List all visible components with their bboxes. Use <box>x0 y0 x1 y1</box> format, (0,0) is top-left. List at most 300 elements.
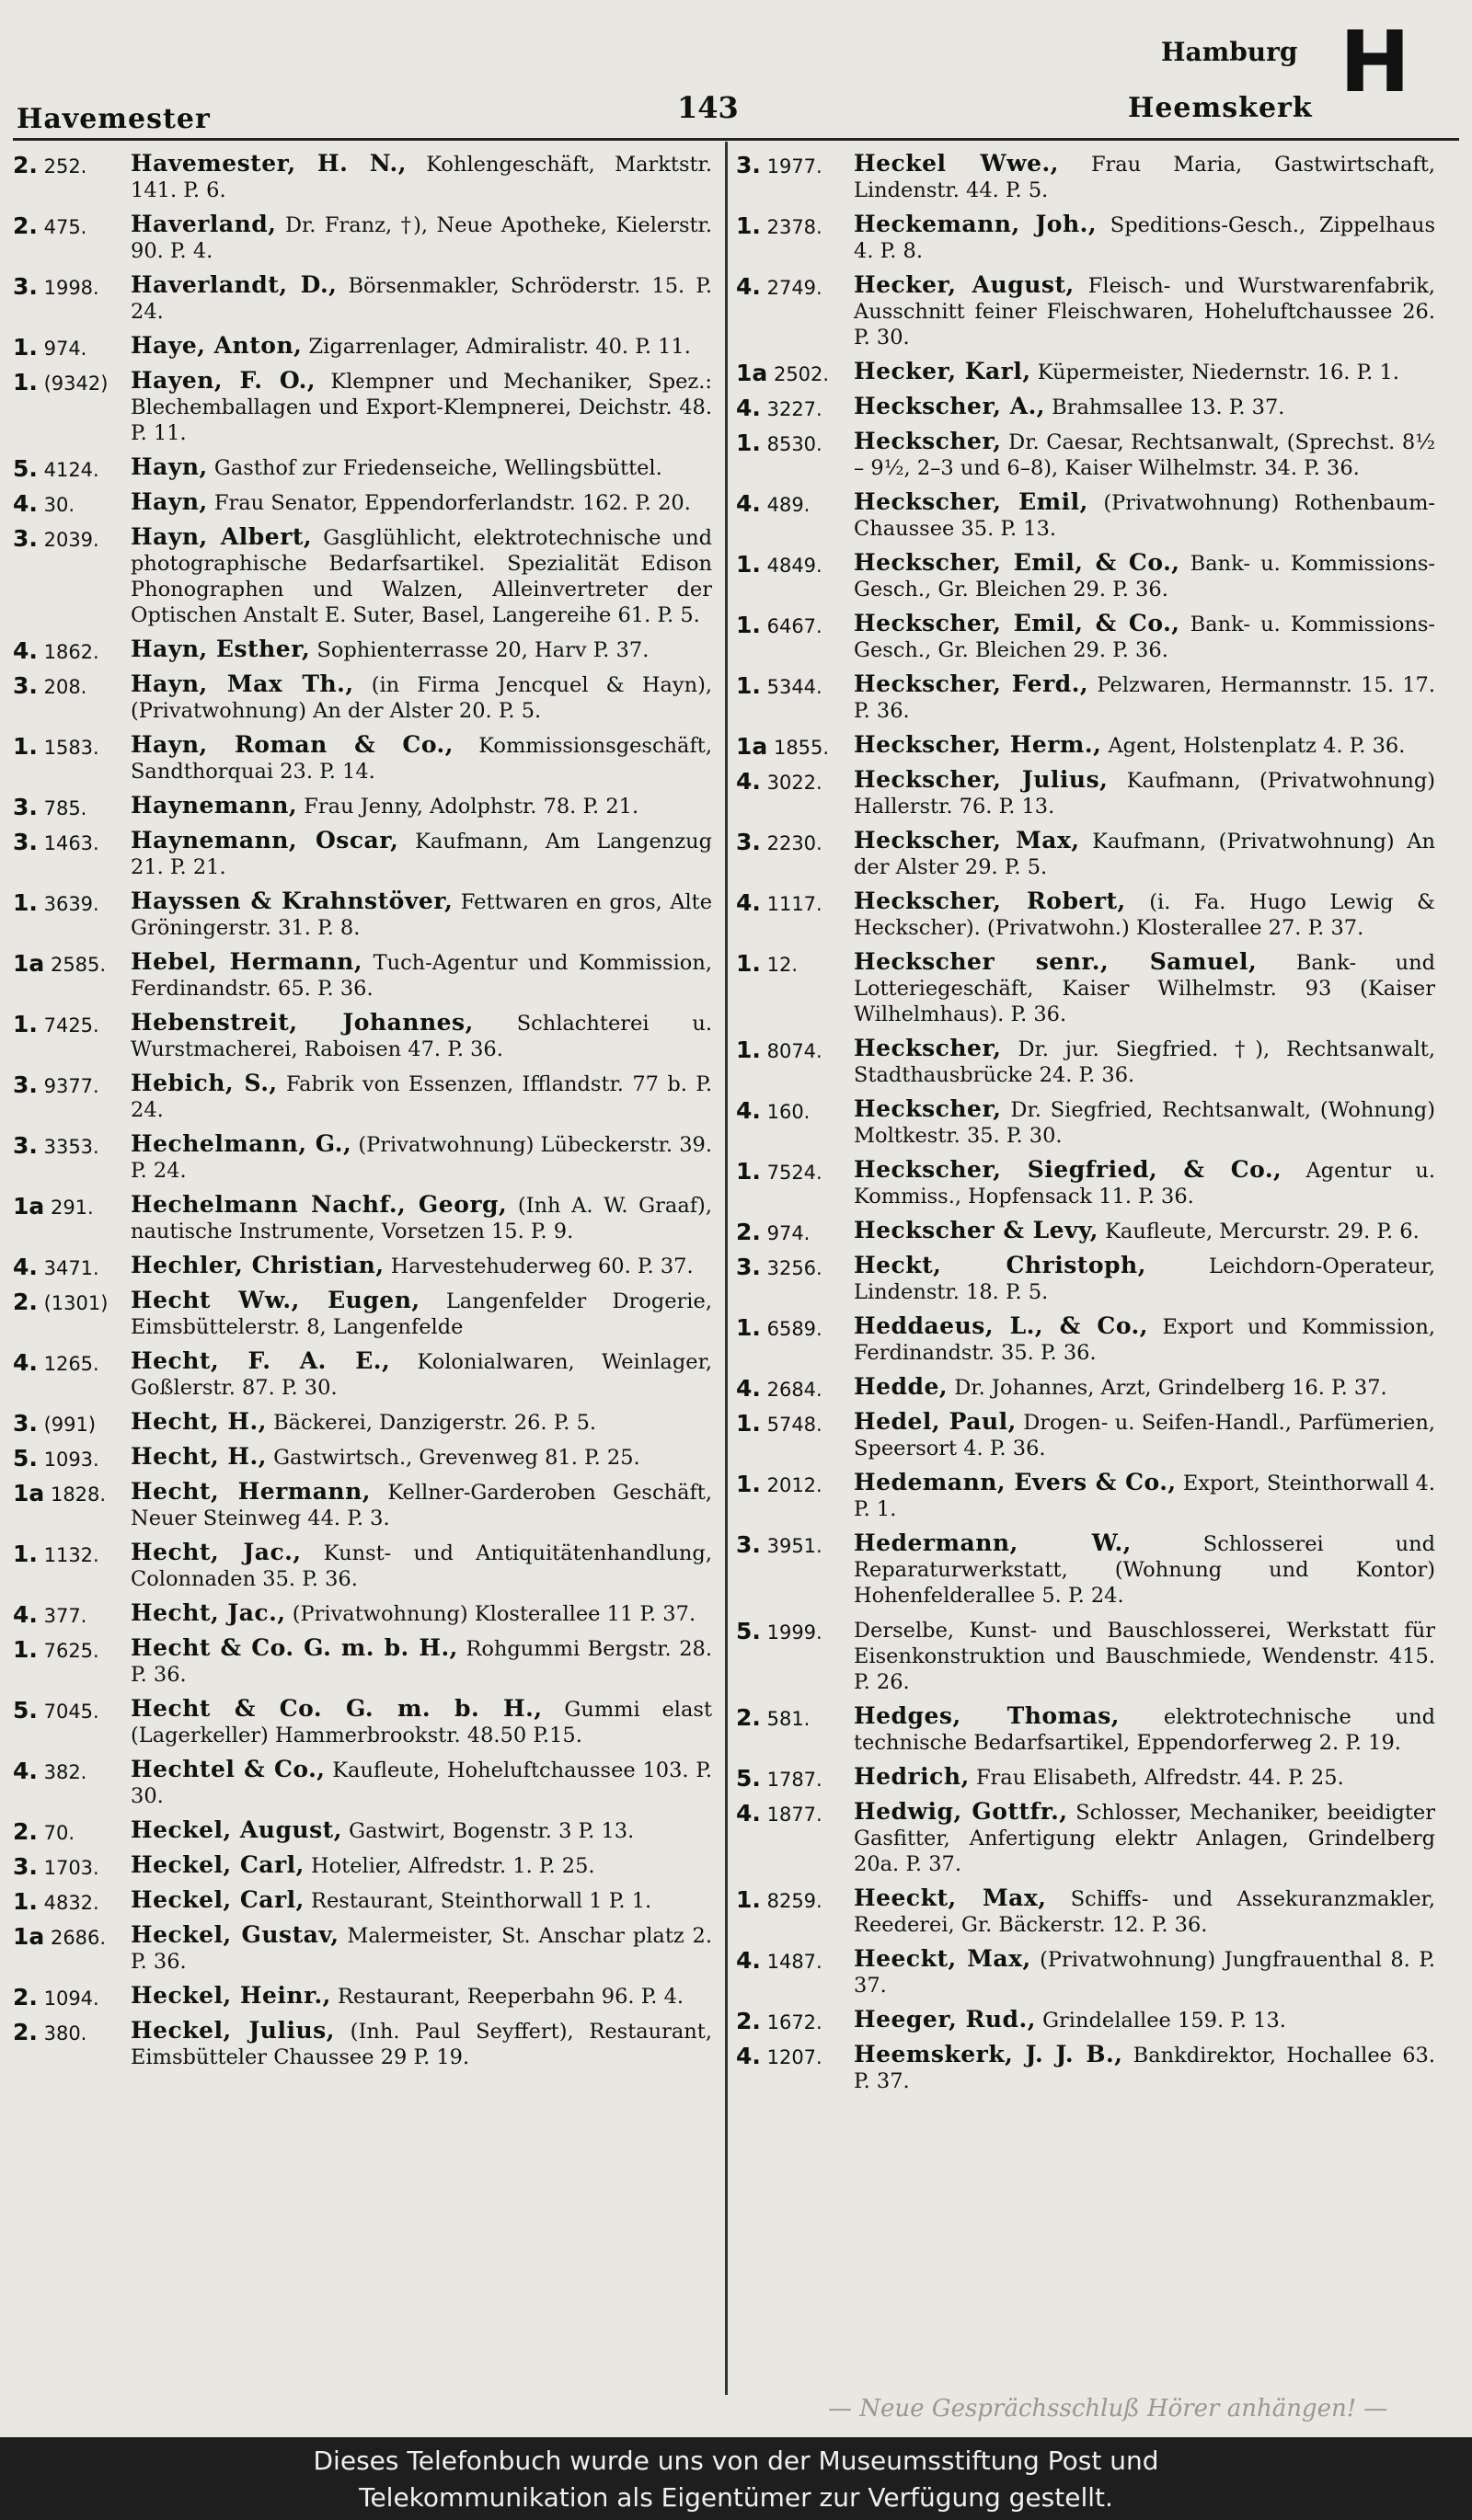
subscriber-name: Hayn, Albert, <box>131 523 313 550</box>
subscriber-details: (i. Fa. Hugo Lewig & Heckscher). (Privatwohn.) Klosterallee 27. P. 37. <box>854 890 1435 940</box>
directory-entry <box>736 1799 1435 1877</box>
exchange-prefix: 1. <box>736 1037 761 1063</box>
entry-text <box>854 550 1435 602</box>
exchange-prefix: 1. <box>13 889 38 916</box>
line-number: 3951. <box>766 1535 822 1557</box>
entry-text <box>854 1885 1435 1938</box>
exchange-prefix: 4. <box>13 1254 38 1280</box>
subscriber-name: Hecht, Jac., <box>131 1539 302 1565</box>
subscriber-details: Kohlengeschäft, Marktstr. 141. P. 6. <box>131 153 712 202</box>
phone-number <box>13 1446 127 1472</box>
directory-entry <box>736 359 1435 385</box>
entry-text <box>854 1946 1435 1999</box>
directory-entry <box>13 636 712 663</box>
subscriber-name: Heckemann, Joh., <box>854 211 1098 237</box>
entry-text <box>854 1703 1435 1756</box>
subscriber-name: Haverland, <box>131 211 277 237</box>
line-number: 6589. <box>766 1318 822 1340</box>
phone-number <box>13 526 127 553</box>
phone-number <box>736 1159 850 1186</box>
directory-entry <box>736 1313 1435 1366</box>
directory-entry <box>736 828 1435 880</box>
directory-entry <box>13 1922 712 1975</box>
subscriber-details: Gasthof zur Friedenseiche, Wellingsbüttel. <box>213 456 662 480</box>
line-number: 2012. <box>766 1474 822 1496</box>
subscriber-details: Frau Maria, Gastwirtschaft, Lindenstr. 44. P. 5. <box>854 153 1435 202</box>
phone-number <box>13 734 127 761</box>
phone-number <box>13 1481 127 1507</box>
subscriber-name: Heckscher & Levy, <box>854 1217 1098 1243</box>
directory-entry <box>736 429 1435 481</box>
exchange-prefix: 5. <box>736 1618 761 1644</box>
subscriber-details: (Inh A. W. Graaf), nautische Instrumente, Vorsetzen 15. P. 9. <box>131 1194 712 1243</box>
entry-text <box>131 1600 712 1627</box>
subscriber-details: Malermeister, St. Anschar platz 2. P. 36. <box>131 1924 712 1974</box>
entry-text <box>854 1409 1435 1461</box>
line-number: 7425. <box>43 1014 99 1037</box>
directory-entry <box>736 1096 1435 1149</box>
exchange-prefix: 5. <box>13 1697 38 1724</box>
directory-entry <box>736 1470 1435 1522</box>
entry-text <box>854 888 1435 941</box>
exchange-prefix: 4. <box>13 1758 38 1784</box>
phone-number <box>13 1289 127 1316</box>
directory-entry <box>13 454 712 481</box>
line-number: 1132. <box>43 1544 99 1566</box>
entry-text <box>131 524 712 628</box>
exchange-prefix: 1. <box>13 1541 38 1567</box>
phone-number <box>736 613 850 639</box>
line-number: 974. <box>43 338 87 360</box>
line-number: 7625. <box>43 1640 99 1662</box>
exchange-prefix: 1. <box>13 369 38 395</box>
exchange-prefix: 4. <box>736 490 761 517</box>
line-number: 208. <box>43 676 87 698</box>
subscriber-details: Kellner-Garderoben Geschäft, Neuer Steinweg 44. P. 3. <box>131 1481 713 1530</box>
directory-entry <box>13 1071 712 1123</box>
directory-entry <box>13 1983 712 2010</box>
subscriber-name: Heckscher, Herm., <box>854 731 1102 758</box>
directory-entry <box>13 212 712 264</box>
subscriber-name: Heckel Wwe., <box>854 150 1059 177</box>
entry-text <box>131 793 712 819</box>
exchange-prefix: 2. <box>13 1289 38 1315</box>
line-number: 475. <box>43 216 87 238</box>
phone-number <box>736 1887 850 1914</box>
subscriber-details: Hotelier, Alfredstr. 1. P. 25. <box>311 1854 595 1878</box>
exchange-prefix: 5. <box>13 1445 38 1472</box>
directory-entry <box>736 394 1435 420</box>
subscriber-name: Hecht Ww., Eugen, <box>131 1287 420 1313</box>
subscriber-details: Rohgummi Bergstr. 28. P. 36. <box>131 1637 713 1687</box>
phone-number <box>13 213 127 240</box>
line-number: 1117. <box>766 893 822 915</box>
exchange-prefix: 3. <box>13 1132 38 1159</box>
subscriber-name: Heckscher, Emil, <box>854 488 1088 515</box>
line-number: 291. <box>50 1197 94 1219</box>
subscriber-name: Heckel, August, <box>131 1816 342 1843</box>
subscriber-name: Heckscher senr., Samuel, <box>854 948 1258 975</box>
entry-text <box>131 636 712 663</box>
subscriber-details: Frau Elisabeth, Alfredstr. 44. P. 25. <box>975 1766 1344 1790</box>
exchange-prefix: 3. <box>13 829 38 855</box>
exchange-prefix: 1. <box>736 612 761 638</box>
line-number: 3256. <box>766 1257 822 1279</box>
line-number: 1583. <box>43 737 99 759</box>
entry-text <box>131 2018 712 2070</box>
subscriber-name: Hedermann, W., <box>854 1529 1132 1556</box>
entry-text <box>854 394 1435 420</box>
subscriber-name: Hayn, Esther, <box>131 636 311 662</box>
exchange-prefix: 5. <box>736 1765 761 1792</box>
entry-text <box>854 2007 1435 2033</box>
subscriber-name: Haynemann, Oscar, <box>131 827 399 853</box>
subscriber-details: Klempner und Mechaniker, Spez.: Blechemballagen und Export-Klempnerei, Deichstr. 48. P. 11. <box>131 370 712 445</box>
subscriber-details: Kaufleute, Hoheluftchaussee 103. P. 30. <box>131 1758 712 1808</box>
subscriber-name: Heemskerk, J. J. B., <box>854 2041 1123 2068</box>
line-number: 4832. <box>43 1892 99 1914</box>
entry-text <box>131 949 712 1002</box>
subscriber-details: Brahmsallee 13. P. 37. <box>1052 395 1285 419</box>
subscriber-details: Harvestehuderweg 60. P. 37. <box>390 1254 694 1278</box>
line-number: 382. <box>43 1761 87 1783</box>
exchange-prefix: 3. <box>736 152 761 178</box>
phone-number <box>13 1602 127 1629</box>
directory-entry <box>13 732 712 785</box>
line-number: 1877. <box>766 1804 822 1826</box>
column-divider <box>725 142 728 2395</box>
directory-entry <box>736 949 1435 1027</box>
phone-number <box>736 2044 850 2070</box>
entry-text <box>131 1444 712 1471</box>
entry-text <box>131 489 712 516</box>
page-number: 143 <box>677 90 739 125</box>
phone-number <box>13 1072 127 1099</box>
line-number: 1265. <box>43 1353 99 1375</box>
directory-entry <box>736 1530 1435 1609</box>
subscriber-name: Hecht & Co. G. m. b. H., <box>131 1634 458 1661</box>
directory-entry <box>736 1885 1435 1938</box>
subscriber-name: Hayn, <box>131 453 208 480</box>
subscriber-name: Haye, Anton, <box>131 332 303 359</box>
phone-number <box>13 1854 127 1881</box>
entry-text <box>854 1530 1435 1609</box>
directory-entry <box>736 671 1435 724</box>
exchange-prefix: 4. <box>736 1947 761 1974</box>
line-number: 2378. <box>766 216 822 238</box>
exchange-prefix: 2. <box>736 2008 761 2034</box>
subscriber-details: Zigarrenlager, Admiralistr. 40. P. 11. <box>308 335 691 359</box>
entry-text <box>854 151 1435 203</box>
line-number: 1828. <box>50 1483 107 1506</box>
phone-number <box>13 1411 127 1438</box>
subscriber-name: Hedel, Paul, <box>854 1408 1017 1435</box>
entry-text <box>854 732 1435 759</box>
subscriber-details: Drogen- u. Seifen-Handl., Parfümerien, Speersort 4. P. 36. <box>854 1411 1435 1460</box>
exchange-prefix: 4. <box>736 889 761 916</box>
entry-text <box>131 1852 712 1879</box>
exchange-prefix: 1. <box>736 1314 761 1341</box>
subscriber-name: Hayn, <box>131 488 208 515</box>
exchange-prefix: 4. <box>13 637 38 664</box>
entry-text <box>131 1817 712 1844</box>
entry-text <box>854 1470 1435 1522</box>
phone-number <box>736 1766 850 1793</box>
directory-entry <box>13 1192 712 1244</box>
directory-entry <box>13 1010 712 1062</box>
subscriber-details: Tuch-Agentur und Kommission, Ferdinandstr. 65. P. 36. <box>131 951 712 1001</box>
exchange-prefix: 4. <box>736 768 761 795</box>
phone-number <box>736 1532 850 1559</box>
subscriber-name: Heckscher, <box>854 1095 1002 1122</box>
subscriber-name: Havemester, H. N., <box>131 150 407 177</box>
exchange-prefix: 1. <box>736 672 761 699</box>
entry-text <box>854 2042 1435 2094</box>
exchange-prefix: 3. <box>13 794 38 820</box>
subscriber-details: Bank- u. Kommissions-Gesch., Gr. Bleichen 29. P. 36. <box>854 552 1436 601</box>
phone-number <box>13 1924 127 1951</box>
exchange-prefix: 2. <box>13 212 38 239</box>
exchange-prefix: 2. <box>736 1704 761 1731</box>
directory-entry <box>13 671 712 724</box>
entry-text <box>131 1479 712 1531</box>
subscriber-name: Hecht & Co. G. m. b. H., <box>131 1695 543 1722</box>
directory-entry <box>13 888 712 941</box>
phone-number <box>13 1541 127 1568</box>
subscriber-details: Dr. Caesar, Rechtsanwalt, (Sprechst. 8½ – 9½, 2–3 und 6–8), Kaiser Wilhelmstr. 34. P. 36. <box>854 430 1436 480</box>
subscriber-details: Bankdirektor, Hochallee 63. P. 37. <box>854 2044 1436 2093</box>
subscriber-name: Hayen, F. O., <box>131 367 316 394</box>
directory-entry <box>13 1540 712 1592</box>
exchange-prefix: 4. <box>736 1800 761 1827</box>
subscriber-name: Heckel, Carl, <box>131 1851 305 1878</box>
subscriber-details: Gasglühlicht, elektrotechnische und photographische Bedarfsartikel. Spezialität Edison Phonographen und Walzen, Alleinvertreter der Optischen Anstalt E. Suter, Basel, Langereihe 61. P. 5. <box>131 526 713 627</box>
subscriber-details: (Privatwohnung) Jungfrauenthal 8. P. 37. <box>854 1948 1435 1998</box>
subscriber-details: Sophienterrasse 20, Harv P. 37. <box>316 638 650 662</box>
entry-text <box>854 1253 1435 1305</box>
subscriber-name: Hayn, Max Th., <box>131 670 354 697</box>
header-rule <box>13 138 1459 141</box>
exchange-prefix: 2. <box>13 152 38 178</box>
subscriber-name: Hechelmann Nachf., Georg, <box>131 1191 508 1218</box>
entry-text <box>131 212 712 264</box>
exchange-prefix: 4. <box>736 1097 761 1124</box>
phone-number <box>13 153 127 179</box>
subscriber-name: Heckscher, <box>854 1035 1002 1061</box>
exchange-prefix: 3. <box>736 1531 761 1558</box>
entry-text <box>854 489 1435 542</box>
exchange-prefix: 1. <box>13 1636 38 1663</box>
phone-number <box>736 2009 850 2035</box>
phone-number <box>13 1012 127 1038</box>
subscriber-details: Frau Jenny, Adolphstr. 78. P. 21. <box>304 795 639 819</box>
phone-number <box>13 638 127 665</box>
directory-entry <box>13 524 712 628</box>
entry-text <box>131 1409 712 1436</box>
directory-entry <box>13 949 712 1002</box>
entry-text <box>854 359 1435 385</box>
exchange-prefix: 1. <box>13 334 38 361</box>
entry-text <box>131 671 712 724</box>
exchange-prefix: 1. <box>736 1158 761 1185</box>
phone-number <box>736 1037 850 1064</box>
subscriber-name: Hecker, Karl, <box>854 358 1031 384</box>
phone-number <box>13 830 127 856</box>
phone-number <box>13 890 127 917</box>
entry-text <box>854 212 1435 264</box>
entry-text <box>131 1922 712 1975</box>
phone-number <box>736 153 850 179</box>
exchange-prefix: 1a <box>13 1193 45 1220</box>
entry-text <box>854 1764 1435 1791</box>
line-number: 1998. <box>43 277 99 299</box>
directory-entry <box>13 1696 712 1748</box>
exchange-prefix: 2. <box>13 1818 38 1845</box>
directory-entry <box>736 1946 1435 1999</box>
entry-text <box>854 1157 1435 1209</box>
exchange-prefix: 3. <box>736 1254 761 1280</box>
line-number: 2230. <box>766 832 822 854</box>
entry-text <box>854 1374 1435 1401</box>
line-number: 4124. <box>43 459 99 481</box>
subscriber-name: Haverlandt, D., <box>131 271 338 298</box>
line-number: 1787. <box>766 1769 822 1791</box>
line-number: 9377. <box>43 1075 99 1097</box>
directory-entry <box>736 151 1435 203</box>
phone-number <box>736 951 850 978</box>
entry-text <box>854 1617 1435 1695</box>
directory-entry <box>736 1409 1435 1461</box>
line-number: 377. <box>43 1605 87 1627</box>
line-number: 12. <box>766 954 798 976</box>
subscriber-details: Bank- und Lotteriegeschäft, Kaiser Wilhelmstr. 93 (Kaiser Wilhelmhaus). P. 36. <box>854 951 1435 1026</box>
subscriber-name: Heckscher, A., <box>854 393 1046 419</box>
subscriber-details: (Privatwohnung) Lübeckerstr. 39. P. 24. <box>131 1133 712 1183</box>
line-number: 30. <box>43 494 75 516</box>
entry-text <box>131 272 712 325</box>
exchange-prefix: 3. <box>13 672 38 699</box>
line-number: 8530. <box>766 433 822 455</box>
line-number: 1487. <box>766 1951 822 1973</box>
directory-entry <box>736 1157 1435 1209</box>
subscriber-details: (Inh. Paul Seyffert), Restaurant, Eimsbütteler Chaussee 29 P. 19. <box>131 2020 712 2069</box>
line-number: 8259. <box>766 1890 822 1912</box>
entry-text <box>131 1071 712 1123</box>
directory-entry <box>13 793 712 819</box>
entry-text <box>854 1313 1435 1366</box>
phone-number <box>13 456 127 483</box>
entry-text <box>131 368 712 446</box>
line-number: 160. <box>766 1101 811 1123</box>
subscriber-name: Hedwig, Gottfr., <box>854 1798 1068 1825</box>
subscriber-name: Heckscher, Julius, <box>854 766 1109 793</box>
phone-number <box>736 395 850 422</box>
entry-text <box>131 151 712 203</box>
subscriber-name: Heckel, Gustav, <box>131 1921 339 1948</box>
subscriber-details: Gastwirt, Bogenstr. 3 P. 13. <box>349 1819 635 1843</box>
subscriber-details: Gummi elast (Lagerkeller) Hammerbrookstr. 48.50 P.15. <box>131 1698 713 1747</box>
directory-entry <box>13 1852 712 1879</box>
line-number: (1301) <box>43 1292 109 1314</box>
bleed-through-text: — Neue Gesprächsschluß Hörer anhängen! — <box>828 2395 1388 2423</box>
subscriber-name: Heckel, Heinr., <box>131 1982 331 2009</box>
entry-text <box>131 1288 712 1340</box>
directory-entry <box>736 732 1435 759</box>
subscriber-name: Hebel, Hermann, <box>131 948 363 975</box>
subscriber-name: Heckscher, Ferd., <box>854 670 1089 697</box>
subscriber-details: Pelzwaren, Hermannstr. 15. 17. P. 36. <box>854 673 1435 723</box>
subscriber-details: Schiffs- und Assekuranzmakler, Reederei, Gr. Bäckerstr. 12. P. 36. <box>854 1887 1435 1937</box>
subscriber-name: Heckscher, Emil, & Co., <box>854 610 1180 636</box>
entry-text <box>854 1218 1435 1244</box>
subscriber-name: Hechtel & Co., <box>131 1756 326 1782</box>
subscriber-details: Küpermeister, Niedernstr. 16. P. 1. <box>1037 361 1399 384</box>
directory-entry <box>13 489 712 516</box>
phone-number <box>736 1411 850 1438</box>
subscriber-name: Haynemann, <box>131 792 298 819</box>
phone-number <box>13 491 127 518</box>
entry-text <box>854 949 1435 1027</box>
entry-text <box>854 671 1435 724</box>
subscriber-details: Dr. Johannes, Arzt, Grindelberg 16. P. 37. <box>954 1376 1387 1400</box>
directory-entry <box>736 1253 1435 1305</box>
subscriber-details: Kaufmann, (Privatwohnung) An der Alster 29. P. 5. <box>854 830 1435 879</box>
subscriber-name: Hebenstreit, Johannes, <box>131 1009 474 1036</box>
subscriber-details: Kaufmann, Am Langenzug 21. P. 21. <box>131 830 713 879</box>
subscriber-details: Kaufmann, (Privatwohnung) Hallerstr. 76. P. 13. <box>854 769 1435 819</box>
phone-number <box>736 491 850 518</box>
exchange-prefix: 4. <box>13 1349 38 1376</box>
entry-text <box>131 1253 712 1279</box>
exchange-prefix: 3. <box>13 273 38 300</box>
entry-text <box>131 1983 712 2010</box>
phone-number <box>736 1315 850 1342</box>
directory-entry <box>736 767 1435 819</box>
header-last-entry: Heemskerk <box>1128 92 1313 124</box>
exchange-prefix: 3. <box>13 1071 38 1098</box>
footer-line-2: Telekommunikation als Eigentümer zur Verfügung gestellt. <box>359 2482 1113 2513</box>
entry-text <box>854 767 1435 819</box>
directory-entry <box>736 489 1435 542</box>
directory-entry <box>736 611 1435 663</box>
entry-text <box>131 1757 712 1809</box>
exchange-prefix: 1. <box>736 950 761 977</box>
entry-text <box>131 1696 712 1748</box>
phone-number <box>13 1758 127 1785</box>
line-number: 252. <box>43 155 87 178</box>
directory-entry <box>13 1409 712 1436</box>
phone-number <box>736 213 850 240</box>
directory-entry <box>736 1617 1435 1695</box>
entry-text <box>854 1799 1435 1877</box>
section-letter: H <box>1340 13 1410 111</box>
subscriber-details: Agent, Holstenplatz 4. P. 36. <box>1108 734 1406 758</box>
entry-text <box>854 611 1435 663</box>
exchange-prefix: 1. <box>13 733 38 760</box>
subscriber-details: Restaurant, Steinthorwall 1 P. 1. <box>311 1889 652 1913</box>
subscriber-name: Heckt, Christoph, <box>854 1252 1146 1278</box>
directory-entry <box>13 1444 712 1471</box>
line-number: 1463. <box>43 832 99 854</box>
exchange-prefix: 4. <box>736 273 761 300</box>
entry-text <box>131 1192 712 1244</box>
directory-entry <box>736 2042 1435 2094</box>
entry-text <box>854 1096 1435 1149</box>
line-number: 5748. <box>766 1414 822 1436</box>
entry-text <box>131 1540 712 1592</box>
subscriber-details: Speditions-Gesch., Zippelhaus 4. P. 8. <box>854 213 1435 263</box>
directory-entry <box>13 1131 712 1184</box>
